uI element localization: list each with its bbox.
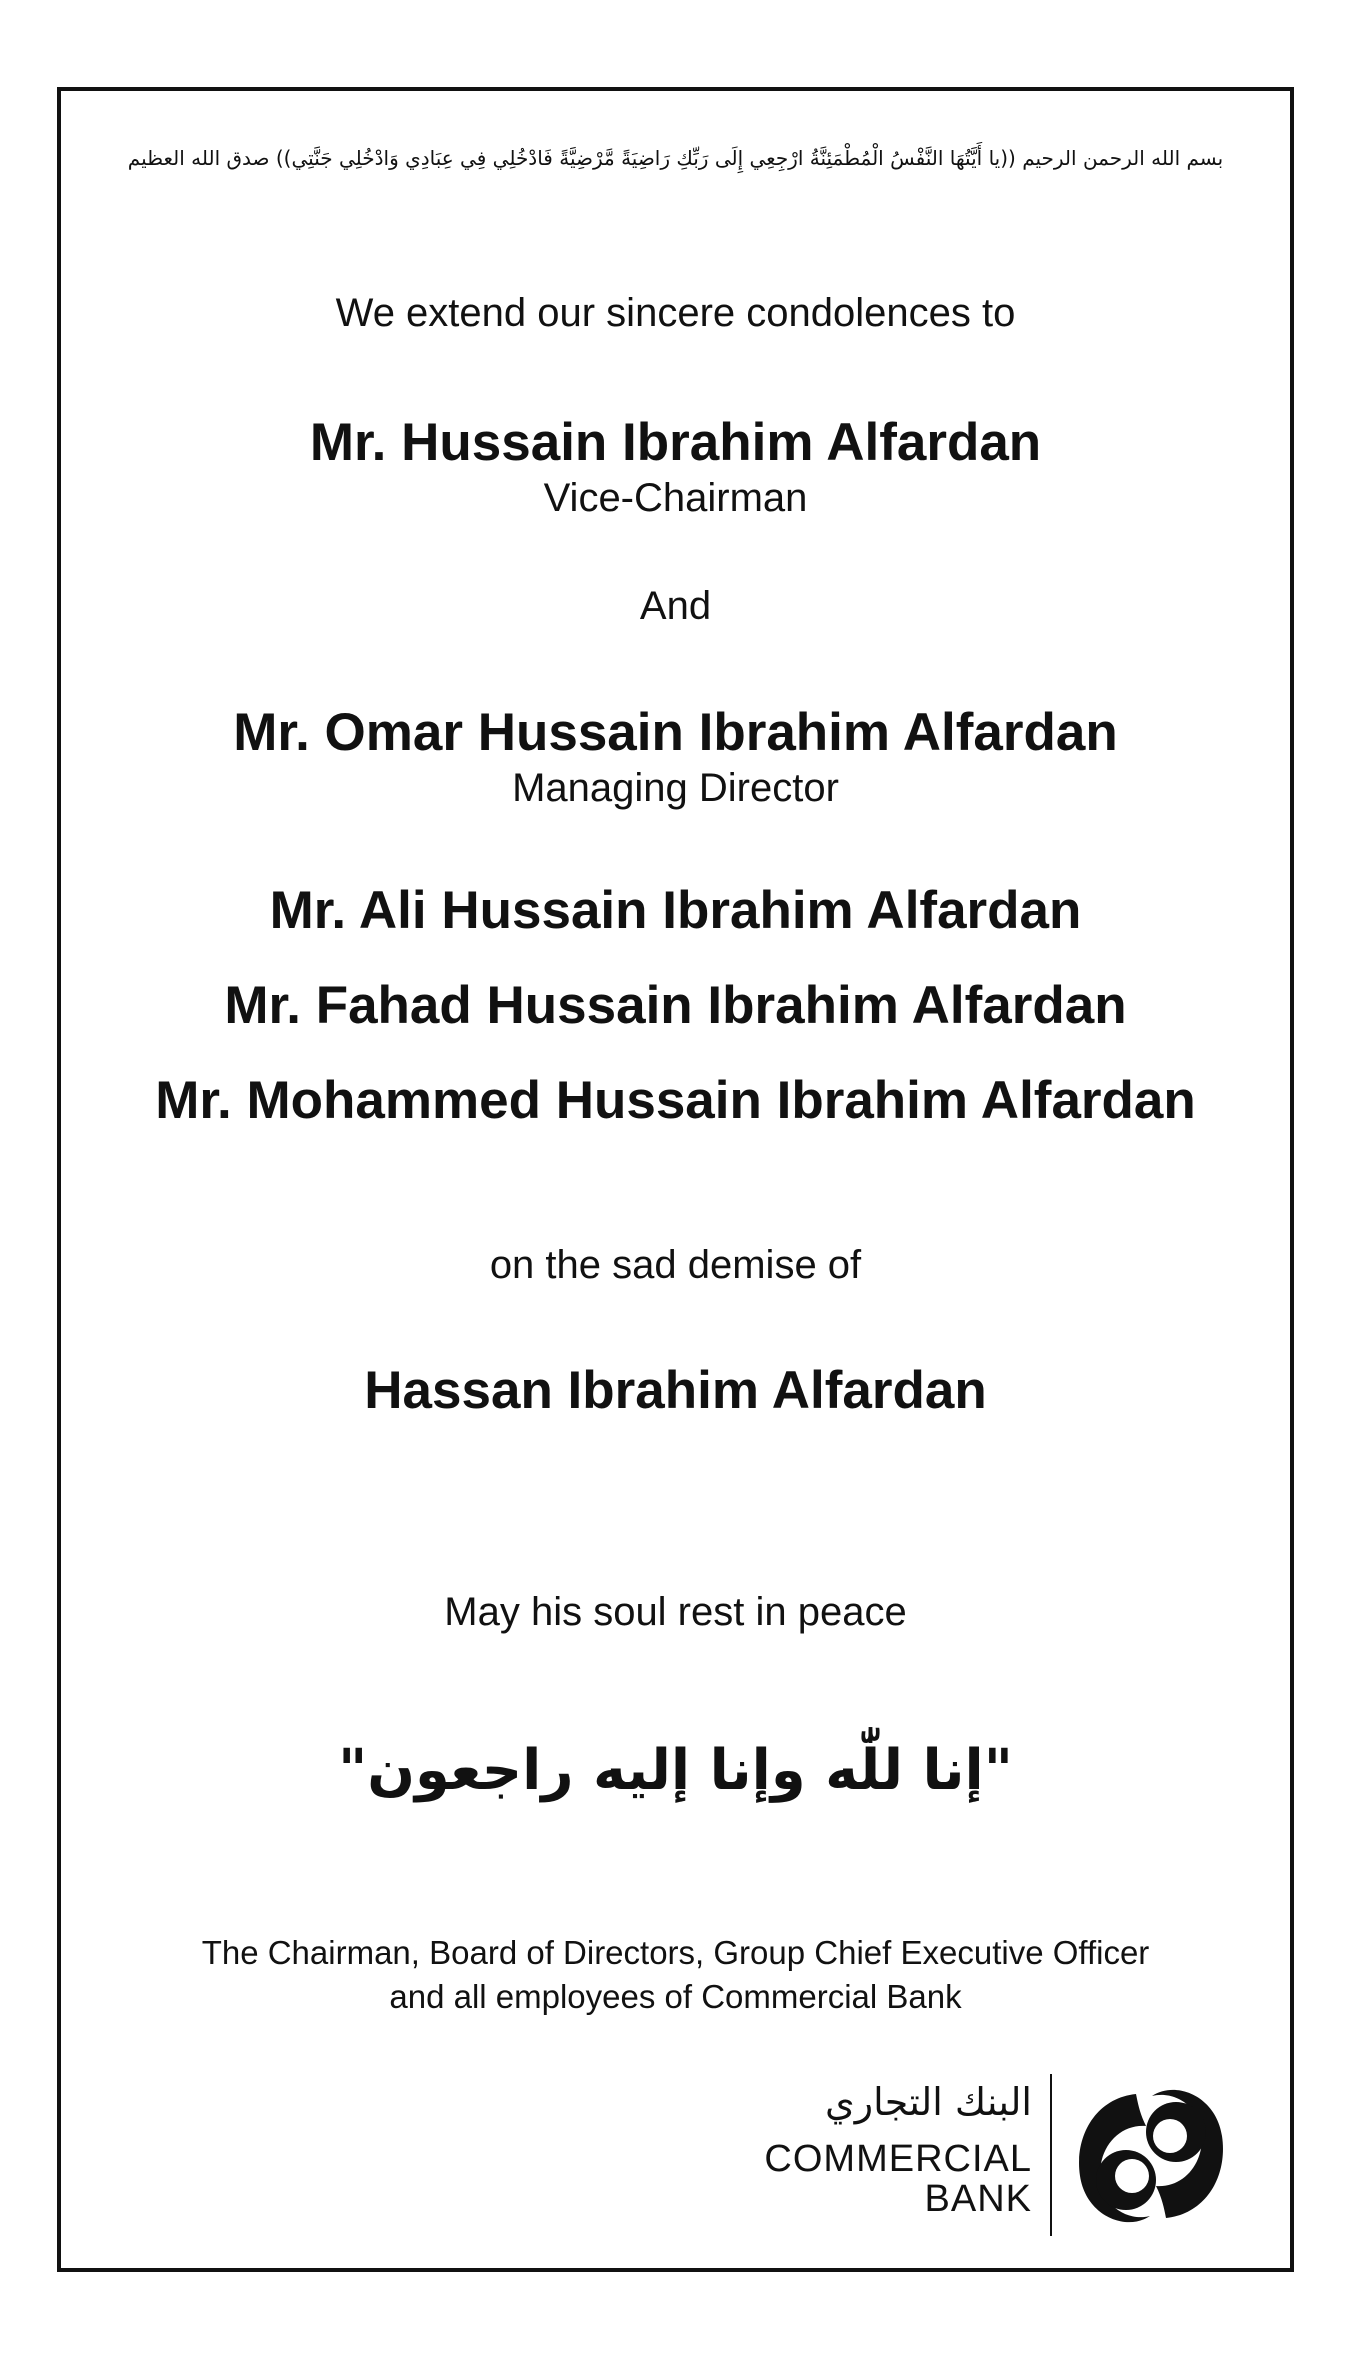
recipient-name-hussain: Mr. Hussain Ibrahim Alfardan	[309, 413, 1042, 472]
prayer-english: May his soul rest in peace	[444, 1590, 907, 1634]
conjunction-and: And	[639, 584, 712, 628]
recipient-name-fahad: Mr. Fahad Hussain Ibrahim Alfardan	[224, 976, 1127, 1035]
signature-line-2: and all employees of Commercial Bank	[389, 1978, 962, 2015]
logo-english-line-2: BANK	[924, 2178, 1032, 2220]
recipient-name-ali: Mr. Ali Hussain Ibrahim Alfardan	[269, 881, 1082, 940]
recipient-role-vice-chairman: Vice-Chairman	[543, 476, 808, 520]
prayer-arabic: "إنا للّٰه وإنا إليه راجعون"	[338, 1738, 1013, 1803]
commercial-bank-logo-mark-icon	[1066, 2076, 1236, 2236]
deceased-name: Hassan Ibrahim Alfardan	[364, 1361, 987, 1420]
recipient-name-omar: Mr. Omar Hussain Ibrahim Alfardan	[233, 703, 1118, 762]
logo-english-line-1: COMMERCIAL	[764, 2138, 1032, 2180]
condolence-intro: We extend our sincere condolences to	[335, 291, 1016, 335]
signature-line-1: The Chairman, Board of Directors, Group Chief Executive Officer	[201, 1934, 1150, 1971]
commercial-bank-logo	[760, 2070, 1240, 2240]
recipient-role-managing-director: Managing Director	[512, 766, 839, 810]
logo-arabic-name: البنك التجاري	[825, 2080, 1032, 2124]
logo-divider	[1050, 2074, 1052, 2236]
demise-text: on the sad demise of	[489, 1243, 862, 1287]
recipient-name-mohammed: Mr. Mohammed Hussain Ibrahim Alfardan	[155, 1071, 1196, 1130]
quran-verse: بسم الله الرحمن الرحيم ((يا أَيَّتُهَا النَّفْسُ الْمُطْمَئِنَّةُ ارْجِعِي إِلَى رَبِّكِ رَاضِيَةً مَّرْضِيَّةً فَادْخُلِي فِي عِبَادِي وَادْخُلِي جَنَّتِي)) صدق الله العظيم	[127, 146, 1224, 170]
